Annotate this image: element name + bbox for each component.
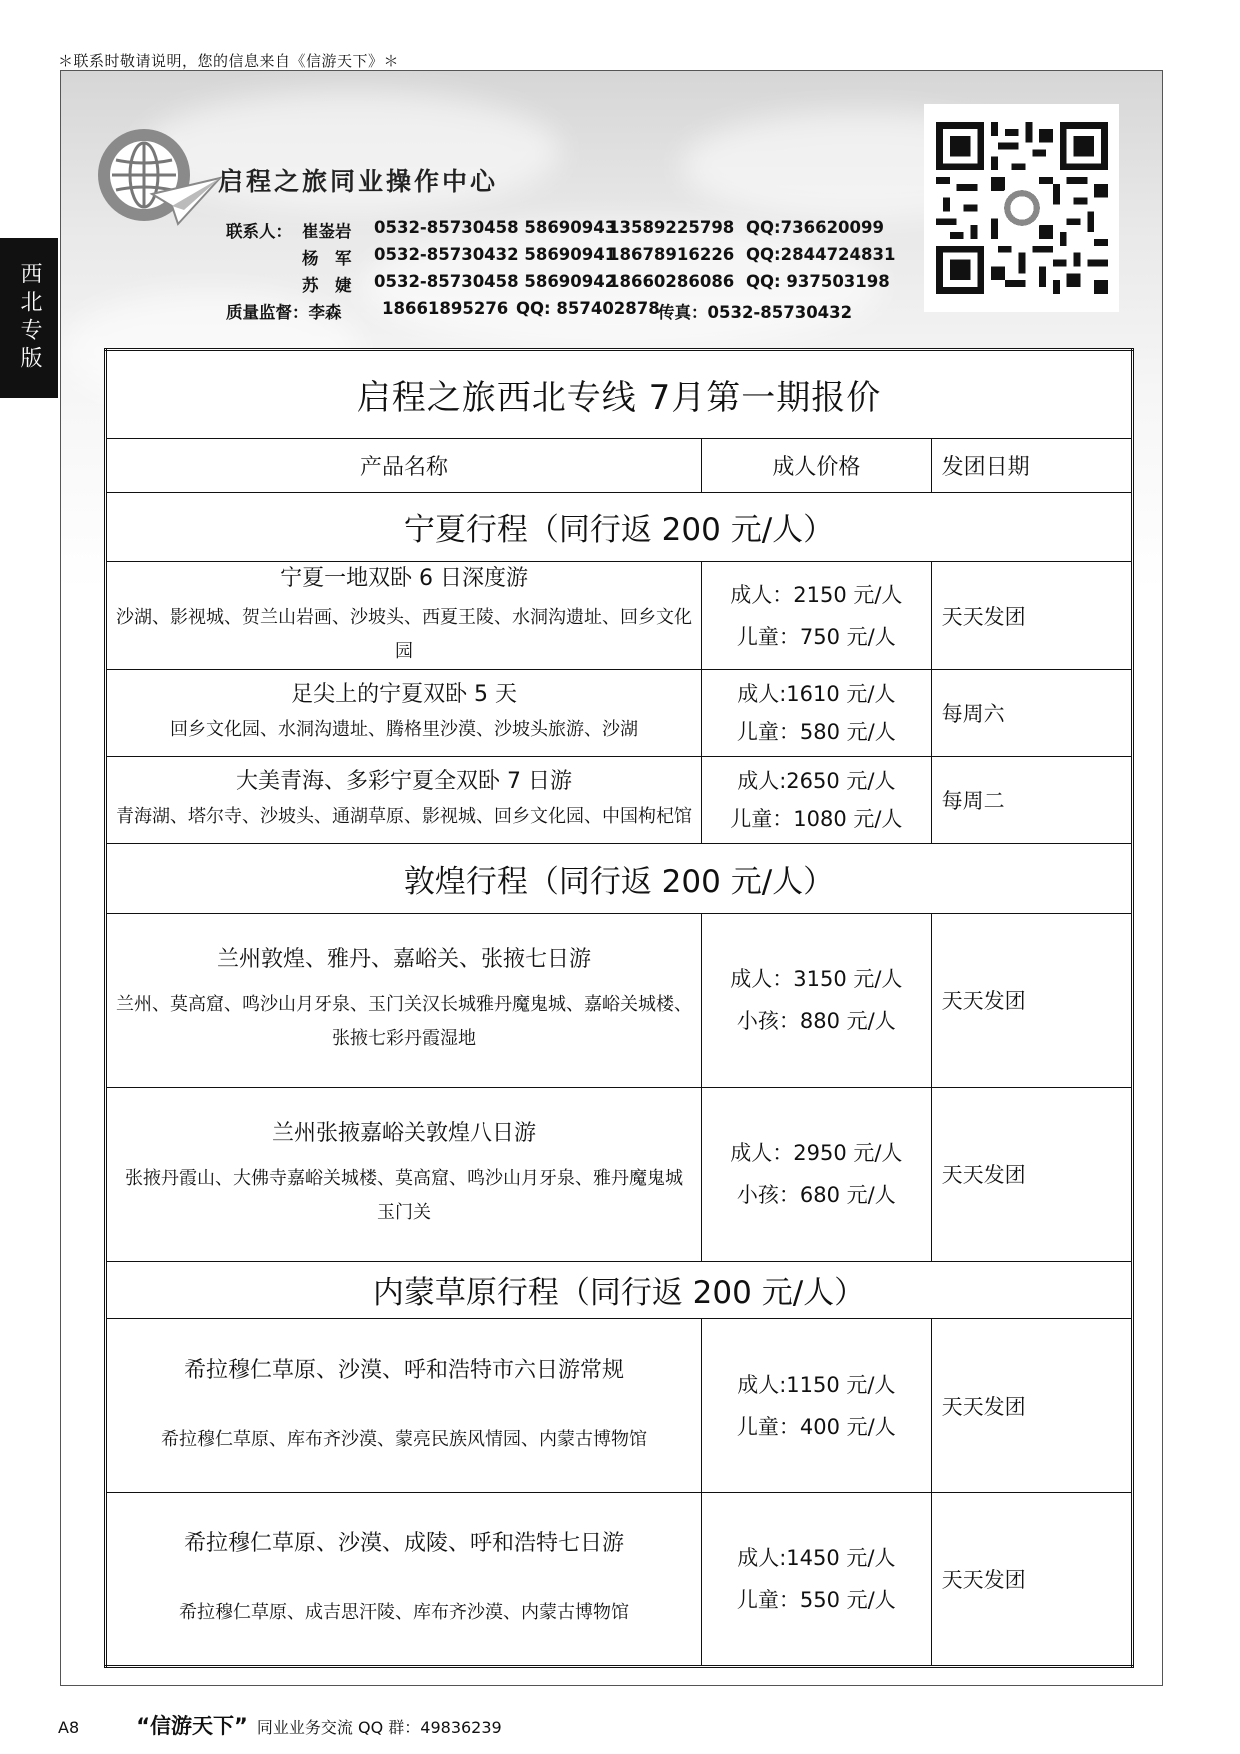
child-price: 小孩：680 元/人 [736, 1183, 896, 1208]
section-title-inner-mongolia: 内蒙草原行程（同行返 200 元/人） [106, 1261, 1133, 1319]
child-price: 儿童：750 元/人 [736, 624, 896, 649]
departure-date: 天天发团 [931, 1319, 1132, 1493]
departure-date: 天天发团 [931, 1493, 1132, 1667]
table-row [106, 757, 1133, 844]
contact-qq: QQ:736620099 [746, 218, 884, 237]
product-name: 希拉穆仁草原、沙漠、成陵、呼和浩特七日游 [184, 1531, 625, 1557]
contact-name: 崔崟岩 [302, 222, 352, 241]
contact-qq: QQ:2844724831 [746, 245, 896, 264]
header-price: 成人价格 [702, 438, 931, 492]
table-title: 启程之旅西北专线 7月第一期报价 [106, 350, 1133, 439]
adult-price: 成人：2950 元/人 [730, 1141, 903, 1166]
section-title-dunhuang: 敦煌行程（同行返 200 元/人） [106, 844, 1133, 914]
child-price: 儿童：400 元/人 [736, 1414, 896, 1439]
product-name: 希拉穆仁草原、沙漠、呼和浩特市六日游常规 [184, 1357, 625, 1383]
product-desc: 张掖丹霞山、大佛寺嘉峪关城楼、莫高窟、鸣沙山月牙泉、雅丹魔鬼城 玉门关 [125, 1168, 684, 1224]
departure-date: 每周二 [931, 757, 1132, 844]
section-title-ningxia: 宁夏行程（同行返 200 元/人） [106, 492, 1133, 562]
contact-mobile: 18660286086 [608, 272, 735, 291]
quality-qq: QQ: 857402878 [516, 299, 660, 318]
header-product: 产品名称 [106, 438, 702, 492]
product-desc: 希拉穆仁草原、成吉思汗陵、库布齐沙漠、内蒙古博物馆 [179, 1602, 630, 1624]
child-price: 小孩：880 元/人 [736, 1009, 896, 1034]
product-name: 大美青海、多彩宁夏全双卧 7 日游 [236, 769, 573, 795]
quality-mobile: 18661895276 [382, 299, 509, 318]
product-desc: 沙湖、影视城、贺兰山岩画、沙坡头、西夏王陵、水洞沟遗址、回乡文化园 [116, 606, 693, 662]
fax: 传真：0532-85730432 [658, 303, 853, 322]
table-row [106, 913, 1133, 1087]
product-desc: 青海湖、塔尔寺、沙坡头、通湖草原、影视城、回乡文化园、中国枸杞馆 [116, 806, 693, 828]
child-price: 儿童：580 元/人 [736, 720, 896, 745]
qr-code-icon[interactable] [924, 104, 1119, 312]
table-row [106, 562, 1133, 670]
product-name: 宁夏一地双卧 6 日深度游 [280, 565, 529, 591]
child-price: 儿童：550 元/人 [736, 1588, 896, 1613]
brand-name: 启程之旅同业操作中心 [218, 167, 499, 196]
product-desc: 希拉穆仁草原、库布齐沙漠、蒙亮民族风情园、内蒙古博物馆 [161, 1428, 648, 1450]
table-row [106, 1087, 1133, 1261]
product-name: 兰州张掖嘉峪关敦煌八日游 [272, 1121, 537, 1147]
contact-name: 苏 婕 [302, 276, 352, 295]
product-desc: 兰州、莫高窟、鸣沙山月牙泉、玉门关汉长城雅丹魔鬼城、嘉峪关城楼、张掖七彩丹霞湿地 [116, 994, 693, 1050]
footer-qq-group: 同业业务交流 QQ 群：49836239 [256, 1718, 502, 1737]
contact-label: 联系人： [226, 222, 292, 241]
page-number: A8 [58, 1718, 80, 1737]
side-tab [0, 238, 58, 398]
adult-price: 成人:1610 元/人 [737, 682, 896, 707]
departure-date: 天天发团 [931, 913, 1132, 1087]
adult-price: 成人:1450 元/人 [737, 1546, 896, 1571]
departure-date: 天天发团 [931, 1087, 1132, 1261]
adult-price: 成人:2650 元/人 [737, 769, 896, 794]
header-date: 发团日期 [931, 438, 1132, 492]
table-row [106, 1319, 1133, 1493]
adult-price: 成人：2150 元/人 [730, 582, 903, 607]
top-note: ＊联系时敬请说明，您的信息来自《信游天下》＊ [58, 52, 400, 70]
child-price: 儿童：1080 元/人 [730, 807, 903, 832]
departure-date: 天天发团 [931, 562, 1132, 670]
footer [58, 1710, 502, 1740]
contact-phones: 0532-85730458 58690942 [374, 272, 617, 291]
product-name: 兰州敦煌、雅丹、嘉峪关、张掖七日游 [217, 947, 592, 973]
quality-label: 质量监督：李森 [226, 303, 342, 322]
side-tab-label: 西北专版 [17, 262, 42, 374]
product-desc: 回乡文化园、水洞沟遗址、腾格里沙漠、沙坡头旅游、沙湖 [170, 719, 639, 741]
adult-price: 成人：3150 元/人 [730, 967, 903, 992]
globe-plane-logo-icon [92, 120, 222, 230]
contact-phones: 0532-85730458 58690943 [374, 218, 617, 237]
table-row [106, 1493, 1133, 1667]
product-name: 足尖上的宁夏双卧 5 天 [291, 682, 518, 708]
table-row [106, 670, 1133, 757]
contact-phones: 0532-85730432 58690941 [374, 245, 617, 264]
footer-brand: “信游天下” [136, 1714, 248, 1738]
adult-price: 成人:1150 元/人 [737, 1372, 896, 1397]
contact-mobile: 13589225798 [608, 218, 735, 237]
contact-qq: QQ: 937503198 [746, 272, 890, 291]
departure-date: 每周六 [931, 670, 1132, 757]
contact-mobile: 18678916226 [608, 245, 735, 264]
contact-name: 杨 军 [302, 249, 352, 268]
price-table [104, 348, 1134, 1668]
